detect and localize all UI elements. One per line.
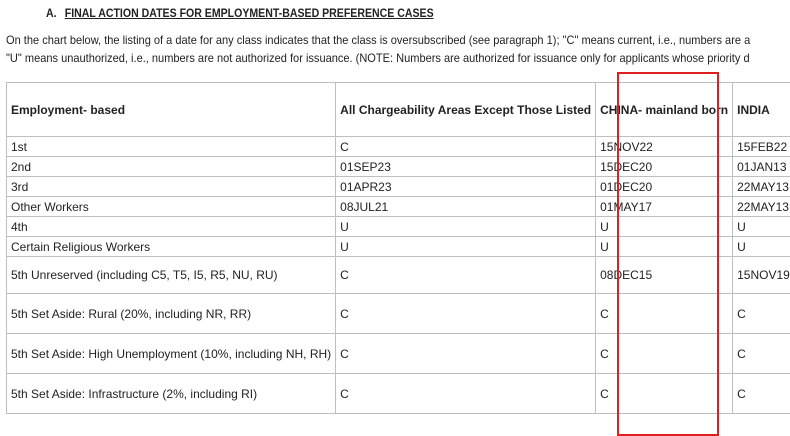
section-title: FINAL ACTION DATES FOR EMPLOYMENT-BASED PREFERENCE CASES [64,6,434,20]
cell-india: 15FEB22 [733,137,790,157]
cell-india: C [733,294,790,334]
table-header-row [7,83,790,137]
cell-all-chargeability: C [336,334,596,374]
cell-india: U [733,217,790,237]
table-row [7,237,790,257]
cell-all-chargeability: C [336,374,596,414]
intro-line-2: "U" means unauthorized, i.e., numbers are not authorized for issuance. (NOTE: Numbers are authorized for issuance only for applicants whose priority d [6,51,750,65]
cell-india: U [733,237,790,257]
cell-china: U [596,217,733,237]
final-action-dates-table [6,82,790,414]
table-row [7,257,790,294]
header-china: CHINA- mainland born [596,83,733,137]
cell-category: 3rd [7,177,336,197]
cell-category: 5th Set Aside: Rural (20%, including NR, RR) [7,294,336,334]
table-row [7,217,790,237]
cell-category: Other Workers [7,197,336,217]
table-row [7,294,790,334]
cell-india: C [733,374,790,414]
cell-all-chargeability: 01SEP23 [336,157,596,177]
table-row [7,177,790,197]
cell-india: 01JAN13 [733,157,790,177]
cell-china: C [596,334,733,374]
table-row [7,374,790,414]
cell-category: 4th [7,217,336,237]
cell-china: 08DEC15 [596,257,733,294]
cell-china: 15DEC20 [596,157,733,177]
cell-category: 5th Unreserved (including C5, T5, I5, R5, NU, RU) [7,257,336,294]
cell-india: 22MAY13 [733,177,790,197]
cell-all-chargeability: U [336,237,596,257]
cell-china: 01MAY17 [596,197,733,217]
table-row [7,197,790,217]
cell-all-chargeability: 08JUL21 [336,197,596,217]
header-india: INDIA [733,83,790,137]
table-row [7,334,790,374]
section-heading [46,6,434,20]
header-all-chargeability: All Chargeability Areas Except Those Listed [336,83,596,137]
cell-india: 15NOV19 [733,257,790,294]
cell-all-chargeability: C [336,137,596,157]
cell-china: U [596,237,733,257]
cell-category: 5th Set Aside: Infrastructure (2%, including RI) [7,374,336,414]
cell-category: 2nd [7,157,336,177]
cell-category: Certain Religious Workers [7,237,336,257]
cell-india: 22MAY13 [733,197,790,217]
cell-all-chargeability: 01APR23 [336,177,596,197]
cell-china: C [596,294,733,334]
section-letter: A. [46,6,57,20]
cell-category: 5th Set Aside: High Unemployment (10%, including NH, RH) [7,334,336,374]
table-row [7,157,790,177]
cell-china: 15NOV22 [596,137,733,157]
table-row [7,137,790,157]
cell-category: 1st [7,137,336,157]
cell-all-chargeability: C [336,257,596,294]
cell-all-chargeability: U [336,217,596,237]
cell-china: C [596,374,733,414]
header-employment-based: Employment- based [7,83,336,137]
intro-line-1: On the chart below, the listing of a date for any class indicates that the class is oversubscribed (see paragraph 1); "C" means current, i.e., numbers are a [6,33,751,47]
cell-all-chargeability: C [336,294,596,334]
intro-paragraph [6,31,750,67]
cell-china: 01DEC20 [596,177,733,197]
cell-india: C [733,334,790,374]
